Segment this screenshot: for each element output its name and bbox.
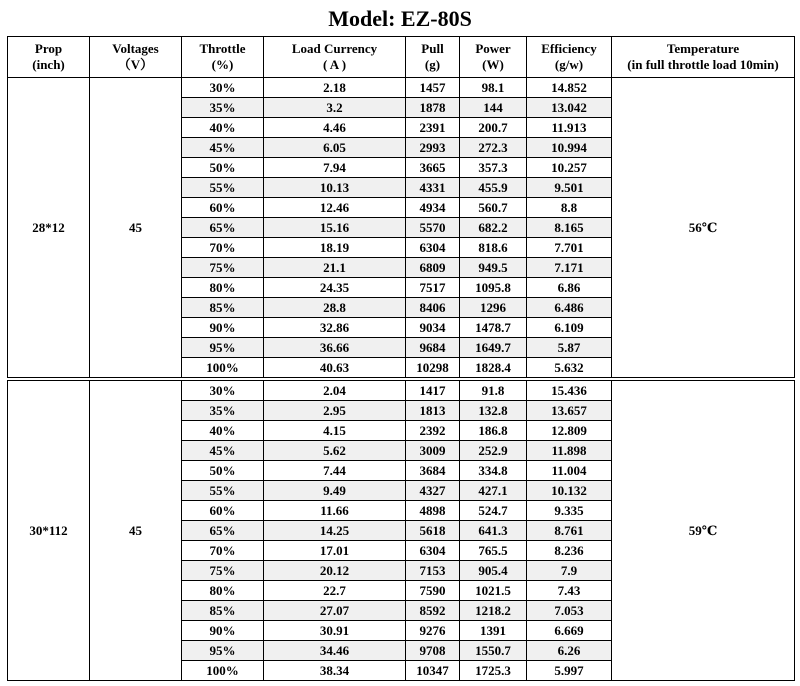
current-cell: 7.44	[264, 461, 406, 481]
efficiency-cell: 13.042	[527, 98, 612, 118]
efficiency-cell: 7.701	[527, 238, 612, 258]
header-efficiency: Efficiency (g/w)	[527, 37, 612, 78]
current-cell: 12.46	[264, 198, 406, 218]
throttle-cell: 85%	[182, 298, 264, 318]
power-cell: 1550.7	[460, 641, 527, 661]
throttle-cell: 45%	[182, 441, 264, 461]
spec-table	[7, 36, 795, 681]
pull-cell: 2392	[406, 421, 460, 441]
efficiency-cell: 12.809	[527, 421, 612, 441]
pull-cell: 6809	[406, 258, 460, 278]
throttle-cell: 55%	[182, 481, 264, 501]
pull-cell: 6304	[406, 541, 460, 561]
pull-cell: 3684	[406, 461, 460, 481]
power-cell: 186.8	[460, 421, 527, 441]
throttle-cell: 75%	[182, 561, 264, 581]
efficiency-cell: 8.236	[527, 541, 612, 561]
pull-cell: 9684	[406, 338, 460, 358]
header-voltages: Voltages （V）	[90, 37, 182, 78]
throttle-cell: 30%	[182, 78, 264, 98]
throttle-cell: 70%	[182, 238, 264, 258]
pull-cell: 10347	[406, 661, 460, 681]
efficiency-cell: 6.669	[527, 621, 612, 641]
throttle-cell: 60%	[182, 501, 264, 521]
throttle-cell: 50%	[182, 461, 264, 481]
power-cell: 357.3	[460, 158, 527, 178]
efficiency-cell: 6.26	[527, 641, 612, 661]
throttle-cell: 50%	[182, 158, 264, 178]
header-throttle: Throttle (%)	[182, 37, 264, 78]
throttle-cell: 80%	[182, 581, 264, 601]
current-cell: 27.07	[264, 601, 406, 621]
efficiency-cell: 10.132	[527, 481, 612, 501]
power-cell: 98.1	[460, 78, 527, 98]
efficiency-cell: 15.436	[527, 379, 612, 401]
pull-cell: 3665	[406, 158, 460, 178]
pull-cell: 9034	[406, 318, 460, 338]
efficiency-cell: 8.165	[527, 218, 612, 238]
efficiency-cell: 6.86	[527, 278, 612, 298]
throttle-cell: 40%	[182, 118, 264, 138]
power-cell: 272.3	[460, 138, 527, 158]
throttle-cell: 35%	[182, 401, 264, 421]
efficiency-cell: 7.053	[527, 601, 612, 621]
efficiency-cell: 5.997	[527, 661, 612, 681]
pull-cell: 4934	[406, 198, 460, 218]
power-cell: 765.5	[460, 541, 527, 561]
pull-cell: 1813	[406, 401, 460, 421]
efficiency-cell: 6.109	[527, 318, 612, 338]
current-cell: 11.66	[264, 501, 406, 521]
temperature-cell: 59℃	[612, 379, 795, 681]
power-cell: 818.6	[460, 238, 527, 258]
power-cell: 427.1	[460, 481, 527, 501]
power-cell: 1095.8	[460, 278, 527, 298]
throttle-cell: 65%	[182, 521, 264, 541]
current-cell: 38.34	[264, 661, 406, 681]
pull-cell: 1878	[406, 98, 460, 118]
table-body	[8, 78, 795, 681]
pull-cell: 5618	[406, 521, 460, 541]
power-cell: 682.2	[460, 218, 527, 238]
current-cell: 40.63	[264, 358, 406, 380]
power-cell: 905.4	[460, 561, 527, 581]
current-cell: 34.46	[264, 641, 406, 661]
pull-cell: 9276	[406, 621, 460, 641]
throttle-cell: 90%	[182, 621, 264, 641]
pull-cell: 10298	[406, 358, 460, 380]
throttle-cell: 60%	[182, 198, 264, 218]
throttle-cell: 30%	[182, 379, 264, 401]
throttle-cell: 85%	[182, 601, 264, 621]
header-temperature: Temperature (in full throttle load 10min)	[612, 37, 795, 78]
header-prop: Prop (inch)	[8, 37, 90, 78]
throttle-cell: 100%	[182, 358, 264, 380]
current-cell: 14.25	[264, 521, 406, 541]
current-cell: 24.35	[264, 278, 406, 298]
current-cell: 10.13	[264, 178, 406, 198]
pull-cell: 7517	[406, 278, 460, 298]
throttle-cell: 100%	[182, 661, 264, 681]
pull-cell: 1457	[406, 78, 460, 98]
current-cell: 6.05	[264, 138, 406, 158]
current-cell: 4.46	[264, 118, 406, 138]
current-cell: 2.95	[264, 401, 406, 421]
current-cell: 32.86	[264, 318, 406, 338]
current-cell: 2.04	[264, 379, 406, 401]
efficiency-cell: 11.898	[527, 441, 612, 461]
power-cell: 1021.5	[460, 581, 527, 601]
voltage-cell: 45	[90, 379, 182, 681]
power-cell: 1478.7	[460, 318, 527, 338]
efficiency-cell: 14.852	[527, 78, 612, 98]
throttle-cell: 40%	[182, 421, 264, 441]
power-cell: 1725.3	[460, 661, 527, 681]
voltage-cell: 45	[90, 78, 182, 380]
current-cell: 7.94	[264, 158, 406, 178]
pull-cell: 4327	[406, 481, 460, 501]
power-cell: 1649.7	[460, 338, 527, 358]
efficiency-cell: 6.486	[527, 298, 612, 318]
throttle-cell: 80%	[182, 278, 264, 298]
power-cell: 132.8	[460, 401, 527, 421]
efficiency-cell: 8.8	[527, 198, 612, 218]
power-cell: 524.7	[460, 501, 527, 521]
throttle-cell: 90%	[182, 318, 264, 338]
header-load-currency: Load Currency ( A )	[264, 37, 406, 78]
power-cell: 91.8	[460, 379, 527, 401]
pull-cell: 4898	[406, 501, 460, 521]
pull-cell: 3009	[406, 441, 460, 461]
efficiency-cell: 7.9	[527, 561, 612, 581]
current-cell: 5.62	[264, 441, 406, 461]
power-cell: 560.7	[460, 198, 527, 218]
efficiency-cell: 10.994	[527, 138, 612, 158]
throttle-cell: 35%	[182, 98, 264, 118]
efficiency-cell: 9.501	[527, 178, 612, 198]
current-cell: 22.7	[264, 581, 406, 601]
header-power: Power (W)	[460, 37, 527, 78]
pull-cell: 1417	[406, 379, 460, 401]
current-cell: 30.91	[264, 621, 406, 641]
current-cell: 9.49	[264, 481, 406, 501]
throttle-cell: 75%	[182, 258, 264, 278]
power-cell: 949.5	[460, 258, 527, 278]
current-cell: 36.66	[264, 338, 406, 358]
table-row	[8, 78, 795, 98]
power-cell: 1828.4	[460, 358, 527, 380]
table-row	[8, 379, 795, 401]
current-cell: 18.19	[264, 238, 406, 258]
current-cell: 28.8	[264, 298, 406, 318]
throttle-cell: 95%	[182, 338, 264, 358]
efficiency-cell: 10.257	[527, 158, 612, 178]
pull-cell: 8592	[406, 601, 460, 621]
efficiency-cell: 11.004	[527, 461, 612, 481]
page-title: Model: EZ-80S	[328, 6, 472, 31]
efficiency-cell: 5.87	[527, 338, 612, 358]
current-cell: 2.18	[264, 78, 406, 98]
efficiency-cell: 11.913	[527, 118, 612, 138]
pull-cell: 7590	[406, 581, 460, 601]
current-cell: 20.12	[264, 561, 406, 581]
current-cell: 15.16	[264, 218, 406, 238]
current-cell: 21.1	[264, 258, 406, 278]
efficiency-cell: 7.171	[527, 258, 612, 278]
current-cell: 4.15	[264, 421, 406, 441]
pull-cell: 7153	[406, 561, 460, 581]
power-cell: 144	[460, 98, 527, 118]
power-cell: 200.7	[460, 118, 527, 138]
power-cell: 334.8	[460, 461, 527, 481]
pull-cell: 5570	[406, 218, 460, 238]
prop-cell: 30*112	[8, 379, 90, 681]
throttle-cell: 65%	[182, 218, 264, 238]
pull-cell: 9708	[406, 641, 460, 661]
efficiency-cell: 9.335	[527, 501, 612, 521]
efficiency-cell: 8.761	[527, 521, 612, 541]
power-cell: 641.3	[460, 521, 527, 541]
pull-cell: 2993	[406, 138, 460, 158]
throttle-cell: 70%	[182, 541, 264, 561]
efficiency-cell: 7.43	[527, 581, 612, 601]
current-cell: 17.01	[264, 541, 406, 561]
header-row	[8, 37, 795, 78]
power-cell: 252.9	[460, 441, 527, 461]
power-cell: 1391	[460, 621, 527, 641]
power-cell: 1296	[460, 298, 527, 318]
efficiency-cell: 13.657	[527, 401, 612, 421]
header-pull: Pull (g)	[406, 37, 460, 78]
throttle-cell: 55%	[182, 178, 264, 198]
power-cell: 455.9	[460, 178, 527, 198]
throttle-cell: 45%	[182, 138, 264, 158]
pull-cell: 2391	[406, 118, 460, 138]
power-cell: 1218.2	[460, 601, 527, 621]
efficiency-cell: 5.632	[527, 358, 612, 380]
pull-cell: 8406	[406, 298, 460, 318]
prop-cell: 28*12	[8, 78, 90, 380]
throttle-cell: 95%	[182, 641, 264, 661]
temperature-cell: 56℃	[612, 78, 795, 380]
current-cell: 3.2	[264, 98, 406, 118]
pull-cell: 6304	[406, 238, 460, 258]
pull-cell: 4331	[406, 178, 460, 198]
